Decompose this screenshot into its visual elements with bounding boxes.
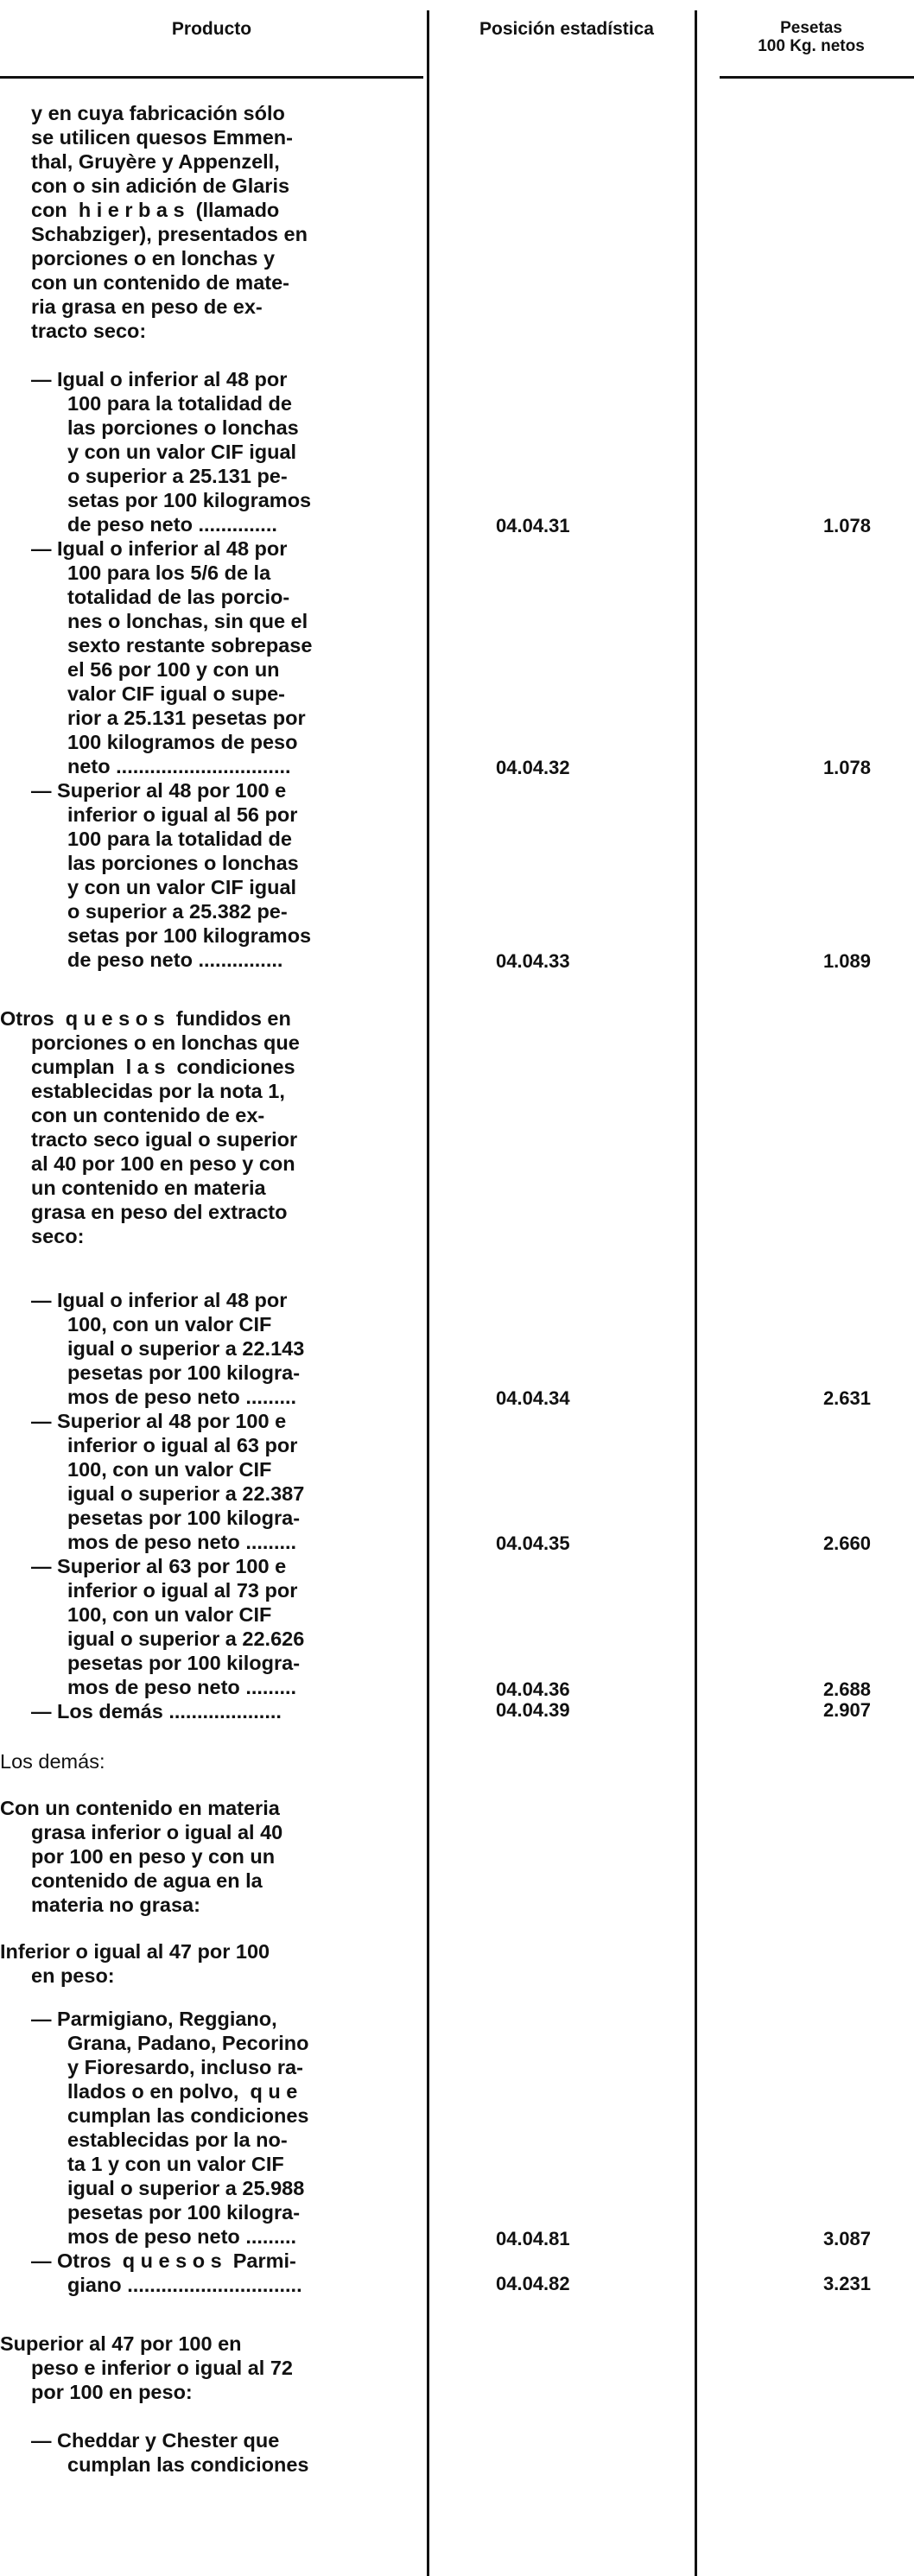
description-line: inferior o igual al 73 por [67, 1579, 298, 1602]
price-pesetas: 3.087 [822, 2228, 871, 2249]
description-line: de peso neto .............. [67, 513, 277, 536]
description-line: — Cheddar y Chester que [31, 2429, 280, 2452]
statistical-position: 04.04.39 [496, 1699, 570, 1721]
description-line: con o sin adición de Glaris [31, 174, 290, 197]
description-line: Schabziger), presentados en [31, 223, 308, 245]
description-line: igual o superior a 25.988 [67, 2177, 305, 2199]
description-line: grasa en peso del extracto [31, 1201, 288, 1223]
header-rule-price [720, 76, 914, 79]
description-line: peso e inferior o igual al 72 [31, 2357, 293, 2379]
description-line: 100 para los 5/6 de la [67, 562, 271, 584]
description-line: ta 1 y con un valor CIF [67, 2153, 284, 2175]
description-line: de peso neto ............... [67, 949, 283, 971]
price-pesetas: 1.078 [822, 515, 871, 536]
description-line: y con un valor CIF igual [67, 441, 297, 463]
description-line: — Los demás .................... [31, 1700, 282, 1723]
description-line: 100 kilogramos de peso [67, 731, 298, 753]
description-line: nes o lonchas, sin que el [67, 610, 308, 632]
price-pesetas: 3.231 [822, 2273, 871, 2294]
description-line: en peso: [31, 1964, 115, 1987]
description-line: valor CIF igual o supe- [67, 682, 286, 705]
description-line: totalidad de las porcio- [67, 586, 290, 608]
statistical-position: 04.04.36 [496, 1678, 570, 1700]
description-line: las porciones o lonchas [67, 852, 299, 874]
description-line: giano ............................... [67, 2274, 302, 2296]
description-line: pesetas por 100 kilogra- [67, 2201, 301, 2224]
description-line: grasa inferior o igual al 40 [31, 1821, 283, 1843]
description-line: 100, con un valor CIF [67, 1313, 272, 1336]
description-line: llados o en polvo, q u e [67, 2080, 298, 2103]
description-line: setas por 100 kilogramos [67, 489, 312, 511]
description-line: establecidas por la nota 1, [31, 1080, 285, 1102]
description-line: seco: [31, 1225, 85, 1247]
description-line: 100 para la totalidad de [67, 392, 292, 415]
header-producto: Producto [171, 19, 252, 39]
description-line: 100, con un valor CIF [67, 1603, 272, 1626]
description-line: porciones o en lonchas y [31, 247, 276, 270]
description-line: inferior o igual al 63 por [67, 1434, 298, 1456]
header-posicion-estadistica: Posición estadística [479, 19, 654, 39]
description-line: — Otros q u e s o s Parmi- [31, 2249, 296, 2272]
description-line: rior a 25.131 pesetas por [67, 707, 306, 729]
description-line: mos de peso neto ......... [67, 1676, 297, 1698]
statistical-position: 04.04.35 [496, 1532, 570, 1554]
description-line: — Igual o inferior al 48 por [31, 1289, 288, 1311]
statistical-position: 04.04.34 [496, 1387, 570, 1409]
price-pesetas: 1.078 [822, 757, 871, 778]
description-line: tracto seco: [31, 320, 147, 342]
description-line: cumplan l a s condiciones [31, 1056, 295, 1078]
description-line: ria grasa en peso de ex- [31, 295, 263, 318]
description-line: — Igual o inferior al 48 por [31, 368, 288, 390]
description-line: pesetas por 100 kilogra- [67, 1507, 301, 1529]
statistical-position: 04.04.81 [496, 2228, 570, 2249]
description-line: — Igual o inferior al 48 por [31, 537, 288, 560]
description-line: por 100 en peso: [31, 2381, 193, 2403]
description-line: el 56 por 100 y con un [67, 658, 280, 681]
description-line: Con un contenido en materia [0, 1797, 280, 1819]
description-line: Grana, Padano, Pecorino [67, 2032, 309, 2054]
description-line: pesetas por 100 kilogra- [67, 1361, 301, 1384]
description-line: con un contenido de ex- [31, 1104, 265, 1126]
description-line: porciones o en lonchas que [31, 1031, 300, 1054]
description-line: — Superior al 48 por 100 e [31, 1410, 287, 1432]
description-line: thal, Gruyère y Appenzell, [31, 150, 280, 173]
description-line: las porciones o lonchas [67, 416, 299, 439]
statistical-position: 04.04.32 [496, 757, 570, 778]
description-line: tracto seco igual o superior [31, 1128, 298, 1151]
description-line: setas por 100 kilogramos [67, 924, 312, 947]
description-line: 100 para la totalidad de [67, 828, 292, 850]
price-pesetas: 1.089 [822, 950, 871, 972]
description-line: con un contenido de mate- [31, 271, 289, 294]
description-line: y con un valor CIF igual [67, 876, 297, 898]
description-line: materia no grasa: [31, 1894, 200, 1916]
description-line: mos de peso neto ......... [67, 1386, 297, 1408]
description-line: igual o superior a 22.626 [67, 1627, 305, 1650]
description-line: o superior a 25.131 pe- [67, 465, 288, 487]
description-line: al 40 por 100 en peso y con [31, 1152, 295, 1175]
description-line: y Fioresardo, incluso ra- [67, 2056, 303, 2078]
header-rule-product [0, 76, 423, 79]
statistical-position: 04.04.33 [496, 950, 570, 972]
price-pesetas: 2.660 [822, 1532, 871, 1554]
description-line: establecidas por la no- [67, 2129, 288, 2151]
description-line: y en cuya fabricación sólo [31, 102, 285, 124]
description-line: inferior o igual al 56 por [67, 803, 298, 826]
description-line: con h i e r b a s (llamado [31, 199, 280, 221]
column-divider-1 [427, 10, 429, 2576]
description-line: Superior al 47 por 100 en [0, 2332, 242, 2355]
description-line: — Parmigiano, Reggiano, [31, 2008, 277, 2030]
description-line: por 100 en peso y con un [31, 1845, 276, 1868]
description-line: igual o superior a 22.387 [67, 1482, 305, 1505]
statistical-position: 04.04.82 [496, 2273, 570, 2294]
description-line: 100, con un valor CIF [67, 1458, 272, 1481]
description-line: contenido de agua en la [31, 1869, 263, 1892]
description-line: cumplan las condiciones [67, 2453, 309, 2476]
description-line: pesetas por 100 kilogra- [67, 1652, 301, 1674]
description-line: — Superior al 63 por 100 e [31, 1555, 287, 1577]
price-pesetas: 2.631 [822, 1387, 871, 1409]
header-pesetas: Pesetas [780, 19, 842, 37]
description-line: sexto restante sobrepase [67, 634, 313, 657]
description-line: igual o superior a 22.143 [67, 1337, 305, 1360]
description-line: mos de peso neto ......... [67, 1531, 297, 1553]
description-line: Otros q u e s o s fundidos en [0, 1007, 291, 1030]
price-pesetas: 2.907 [822, 1699, 871, 1721]
description-line: Inferior o igual al 47 por 100 [0, 1940, 270, 1963]
description-line: se utilicen quesos Emmen- [31, 126, 293, 149]
column-divider-2 [695, 10, 697, 2576]
description-line: o superior a 25.382 pe- [67, 900, 288, 923]
description-line: neto ............................... [67, 755, 291, 777]
description-line: mos de peso neto ......... [67, 2225, 297, 2248]
price-pesetas: 2.688 [822, 1678, 871, 1700]
statistical-position: 04.04.31 [496, 515, 570, 536]
description-line: — Superior al 48 por 100 e [31, 779, 287, 802]
description-line: cumplan las condiciones [67, 2104, 309, 2127]
header-100-kg-netos: 100 Kg. netos [758, 37, 865, 55]
description-line: Los demás: [0, 1750, 105, 1773]
description-line: un contenido en materia [31, 1177, 266, 1199]
